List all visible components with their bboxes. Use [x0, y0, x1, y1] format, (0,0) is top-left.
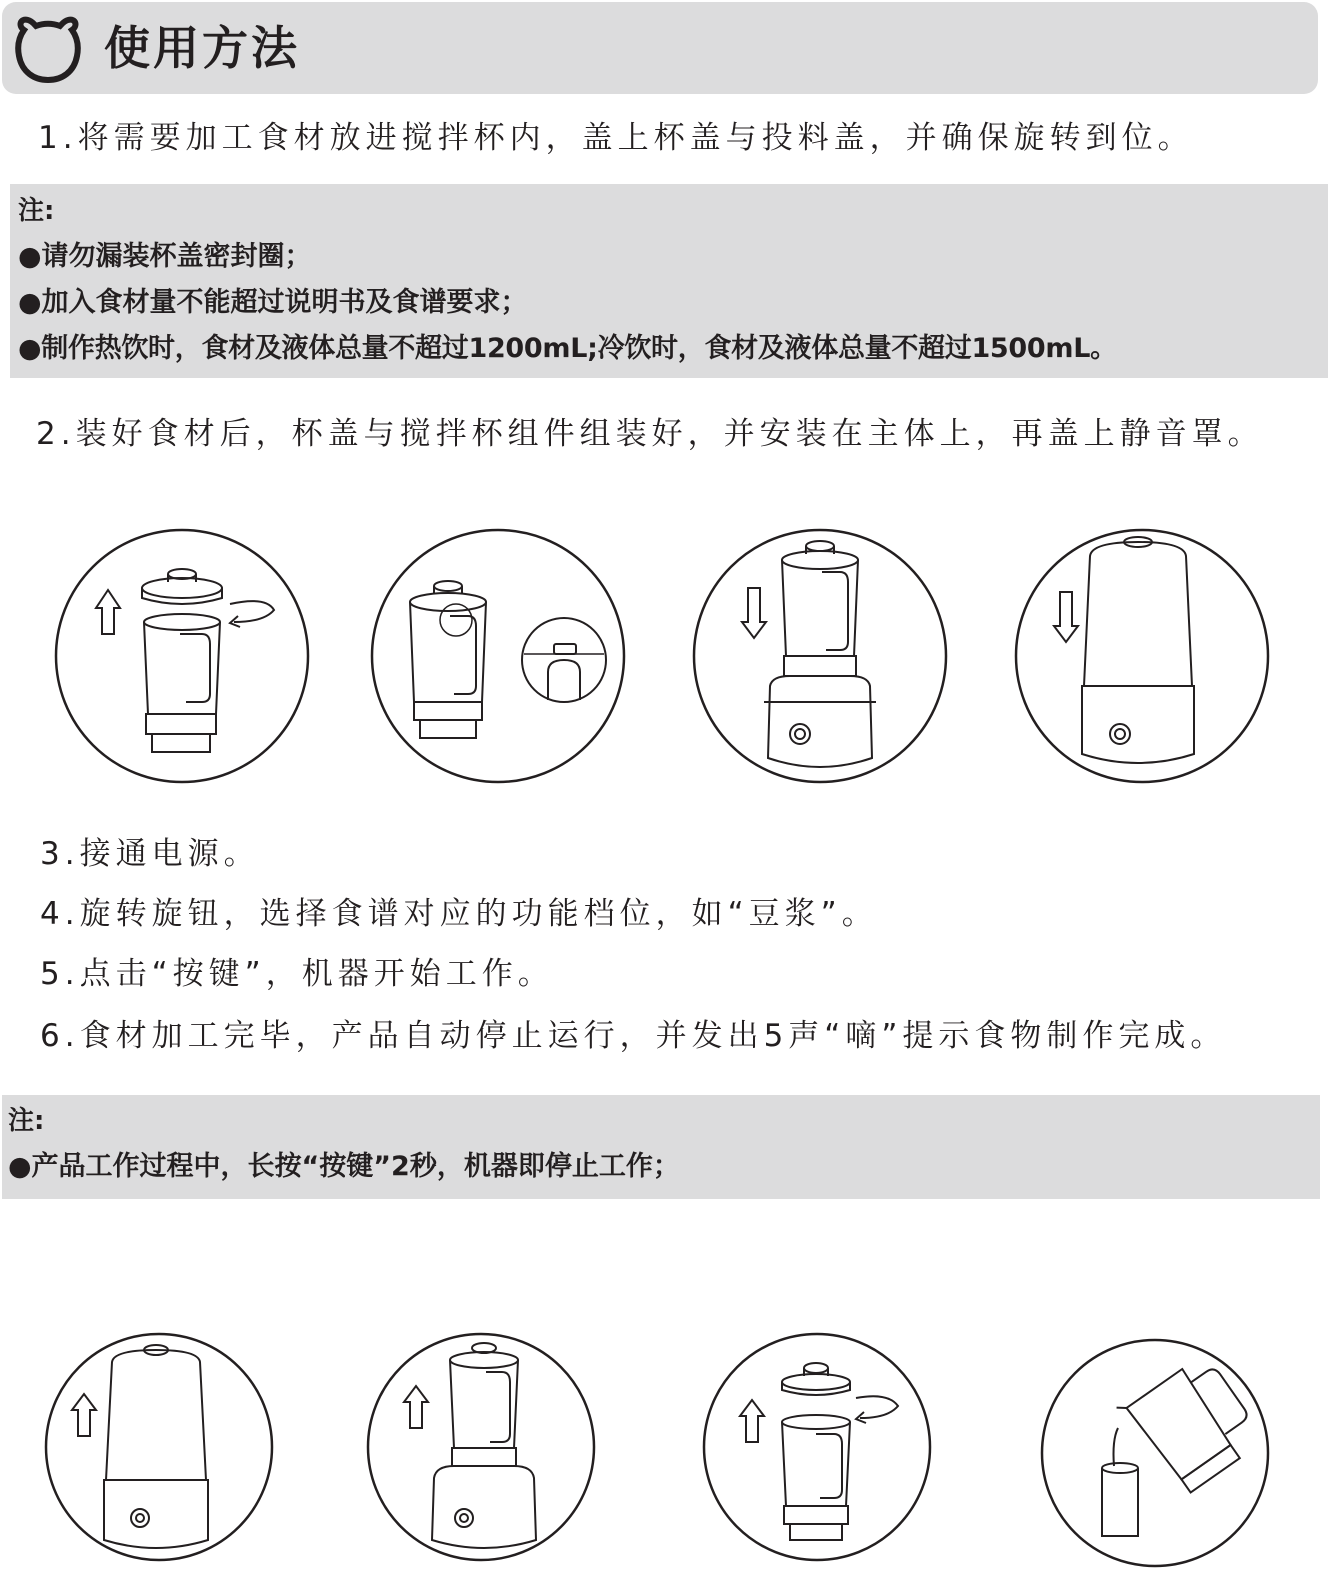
note-title: 注:: [18, 196, 55, 226]
bear-head-icon: [14, 16, 82, 84]
jar-lid-seal-detail-illustration: [368, 526, 628, 786]
jar-onto-base-illustration: [690, 526, 950, 786]
step-6-text: 6.食材加工完毕，产品自动停止运行，并发出5声“嘀”提示食物制作完成。: [40, 1018, 1227, 1054]
note-item: ●请勿漏装杯盖密封圈；: [18, 241, 312, 272]
step-2-text: 2.装好食材后，杯盖与搅拌杯组件组装好，并安装在主体上，再盖上静音罩。: [36, 416, 1264, 452]
step-3-text: 3.接通电源。: [40, 836, 260, 872]
note-box-2: [2, 1095, 1320, 1199]
note-item: ●制作热饮时，食材及液体总量不超过1200mL;冷饮时，食材及液体总量不超过1500mL。: [18, 333, 1117, 364]
cover-lift-off-illustration: [42, 1330, 276, 1564]
step-4-text: 4.旋转旋钮，选择食谱对应的功能档位，如“豆浆”。: [40, 896, 878, 932]
page-title: 使用方法: [104, 21, 300, 75]
note-item: ●产品工作过程中，长按“按键”2秒，机器即停止工作；: [8, 1151, 680, 1182]
note-item: ●加入食材量不能超过说明书及食谱要求；: [18, 287, 528, 318]
note-box-1: [10, 184, 1328, 378]
note-title: 注:: [8, 1106, 45, 1136]
step-1-text: 1.将需要加工食材放进搅拌杯内，盖上杯盖与投料盖，并确保旋转到位。: [38, 120, 1194, 156]
jar-lid-rotate-up-illustration: [52, 526, 312, 786]
lid-remove-rotate-illustration: [700, 1330, 934, 1564]
pour-out-illustration: [1038, 1336, 1272, 1570]
section-header: [2, 2, 1318, 94]
cover-onto-base-illustration: [1012, 526, 1272, 786]
jar-lift-off-illustration: [364, 1330, 598, 1564]
step-5-text: 5.点击“按键”，机器开始工作。: [40, 956, 554, 992]
